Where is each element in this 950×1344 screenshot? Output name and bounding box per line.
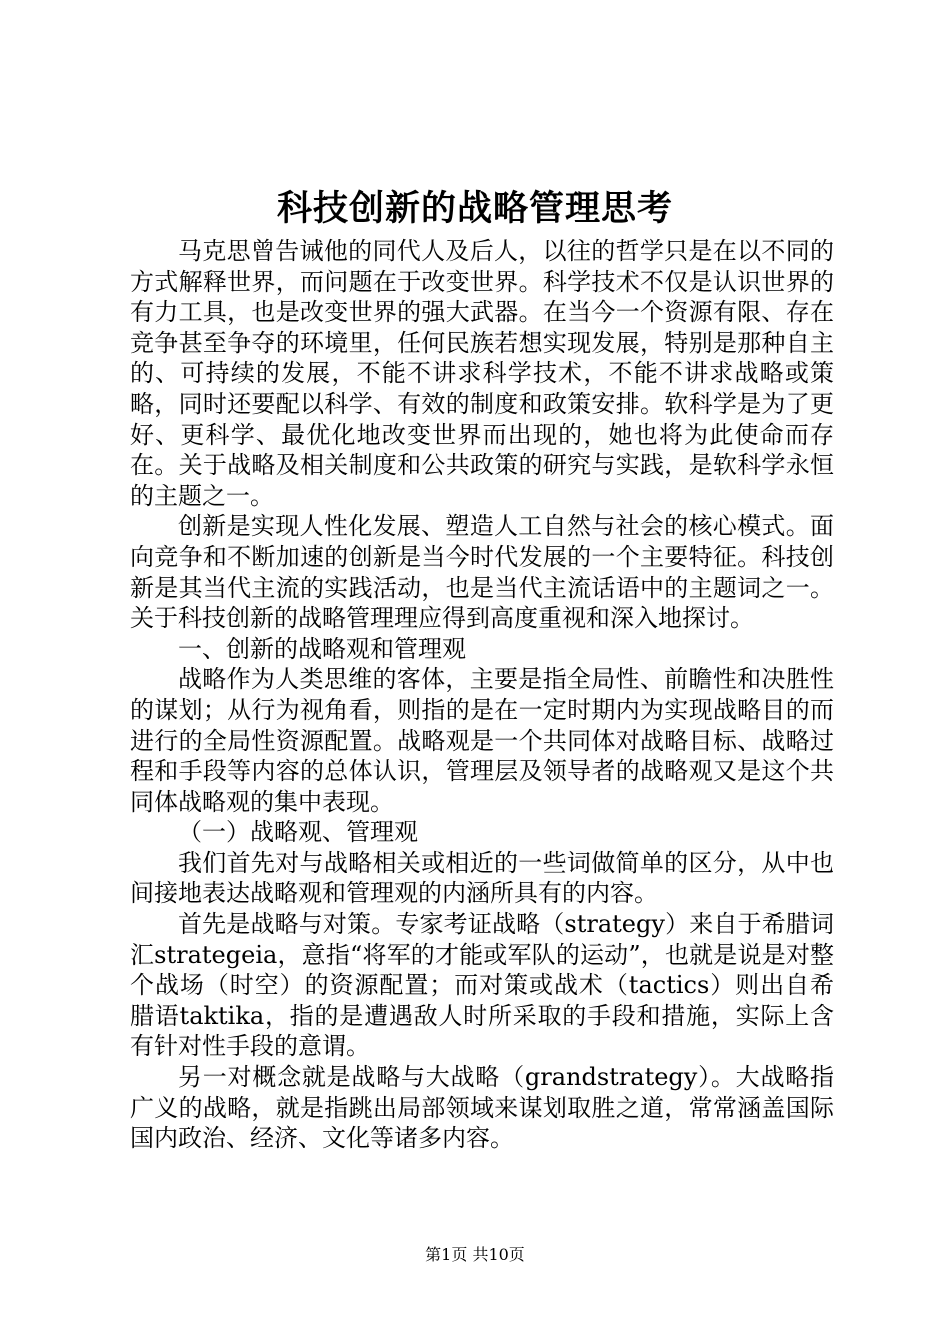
document-body: [130, 236, 834, 1154]
page-footer: 第1页 共10页: [425, 1245, 525, 1264]
paragraph-innovation: 创新是实现人性化发展、塑造人工自然与社会的核心模式。面向竞争和不断加速的创新是当今时代发展的一个主要特征。科技创新是其当代主流的实践活动，也是当代主流话语中的主题词之一。关于科技创新的战略管理理应得到高度重视和深入地探讨。: [130, 512, 834, 633]
section-heading-1: 一、创新的战略观和管理观: [178, 634, 466, 663]
document-title: 科技创新的战略管理思考: [276, 188, 673, 229]
paragraph-strategy-definition: 战略作为人类思维的客体，主要是指全局性、前瞻性和决胜性的谋划；从行为视角看，则指的是在一定时期内为实现战略目的而进行的全局性资源配置。战略观是一个共同体对战略目标、战略过程和手段等内容的总体认识，管理层及领导者的战略观又是这个共同体战略观的集中表现。: [130, 665, 834, 816]
paragraph-grand-strategy: 另一对概念就是战略与大战略（grandstrategy）。大战略指广义的战略，就是指跳出局部领域来谋划取胜之道，常常涵盖国际国内政治、经济、文化等诸多内容。: [130, 1063, 834, 1153]
subsection-heading-1: （一）战略观、管理观: [178, 818, 418, 847]
paragraph-strategy-tactics: 首先是战略与对策。专家考证战略（strategy）来自于希腊词汇strategeia，意指“将军的才能或军队的运动”，也就是说是对整个战场（时空）的资源配置；而对策或战术（tactics）则出自希腊语taktika，指的是遭遇敌人时所采取的手段和措施，实际上含有针对性手段的意谓。: [130, 910, 834, 1061]
paragraph-intro-marx: 马克思曾告诫他的同代人及后人，以往的哲学只是在以不同的方式解释世界，而问题在于改变世界。科学技术不仅是认识世界的有力工具，也是改变世界的强大武器。在当今一个资源有限、存在竞争甚至争夺的环境里，任何民族若想实现发展，特别是那种自主的、可持续的发展，不能不讲求科学技术，不能不讲求战略或策略，同时还要配以科学、有效的制度和政策安排。软科学是为了更好、更科学、最优化地改变世界而出现的，她也将为此使命而存在。关于战略及相关制度和公共政策的研究与实践，是软科学永恒的主题之一。: [130, 237, 834, 510]
paragraph-distinction: 我们首先对与战略相关或相近的一些词做简单的区分，从中也间接地表达战略观和管理观的内涵所具有的内容。: [130, 848, 834, 908]
